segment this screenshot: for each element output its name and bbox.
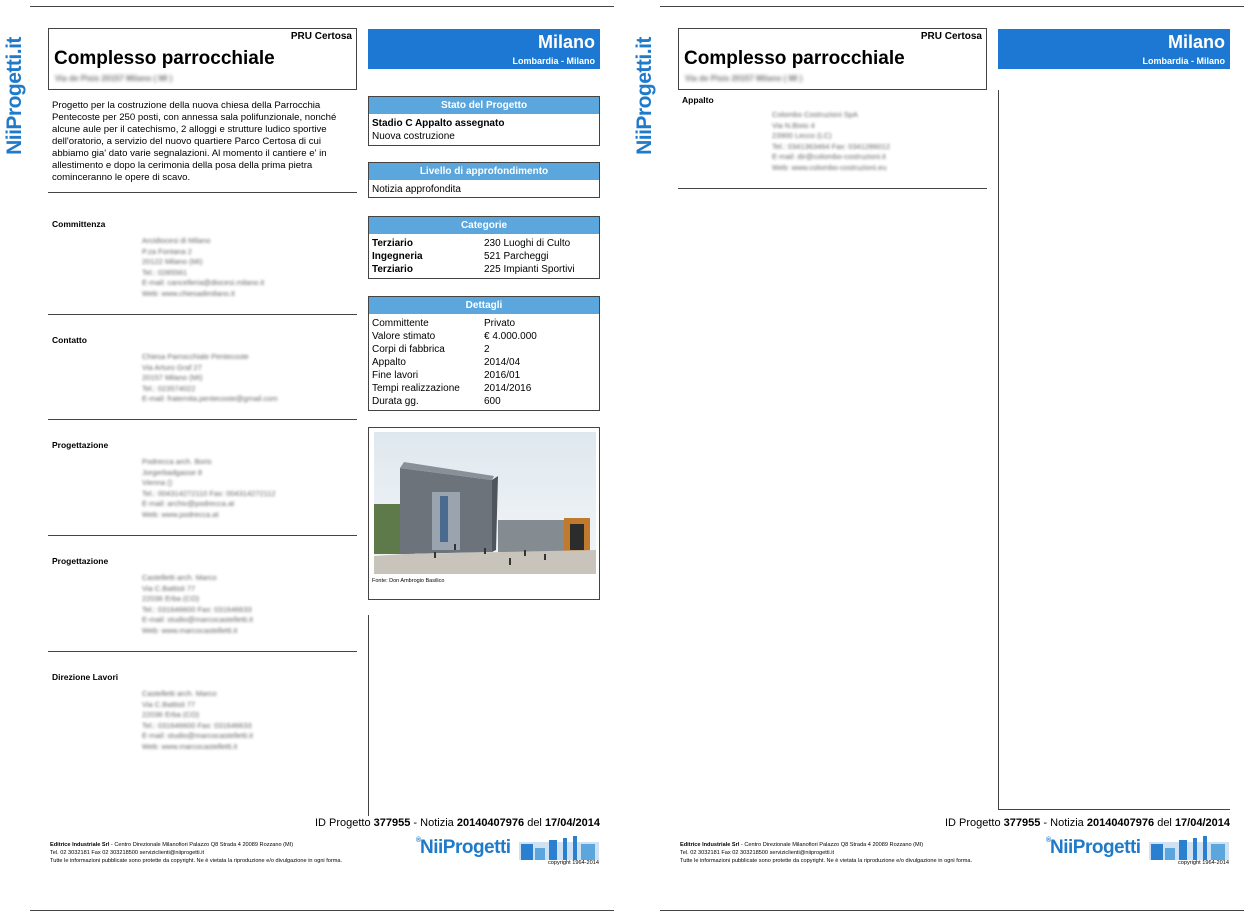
divider — [48, 535, 357, 536]
contact-heading: Committenza — [52, 219, 106, 229]
detail-value: 2016/01 — [484, 370, 521, 381]
project-title: Complesso parrocchiale — [54, 48, 275, 69]
skyline-icon — [1149, 836, 1229, 860]
vertical-logo: NiiProgetti.it — [633, 37, 656, 155]
contact-heading: Contatto — [52, 335, 87, 345]
divider — [48, 314, 357, 315]
footer-text: Editrice Industriale Srl - Centro Direzionale Milanofiori Palazzo Q8 Strada 4 20089 Rozzano (MI) Tel. 02 3032181 Fax 02 303218500 serviziclienti@niiprogetti.it Tutte le informazioni pubblicate sono protette da copyright. Ne è vietata la riproduzione e/o divulgazione in ogni forma. — [680, 842, 973, 864]
city-box — [368, 29, 600, 69]
livello-panel — [368, 162, 600, 198]
detail-value: 2014/04 — [484, 357, 521, 368]
city-box — [998, 29, 1230, 69]
city-name: Milano — [538, 32, 595, 52]
category-value: 521 Parcheggi — [484, 251, 549, 262]
vertical-logo: NiiProgetti.it — [3, 37, 26, 155]
detail-value: 2 — [484, 344, 490, 355]
contact-heading: Direzione Lavori — [52, 672, 119, 682]
contact-block: Chiesa Parrocchiale Pentecoste Via Arturo Graf 27 20157 Milano (MI) Tel.: 023574022 E-mail: fraternita.pentecoste@gmail.com — [142, 352, 278, 403]
divider — [48, 192, 357, 193]
project-description: Progetto per la costruzione della nuova chiesa della Parrocchia Pentecoste per 250 posti, con annessa sala polifunzionale, nonché alcune aule per il catechismo, 2 alloggi e strutture ludico sportive dell'oratorio, a servizio del nuovo quartiere Parco Certosa di cui abbiamo gia' dato varie segnalazioni. Al momento il cantiere e' in allestimento e dopo la cerimonia della posa della prima pietra cominceranno le opere di scavo. — [52, 100, 337, 183]
city-name: Milano — [1168, 32, 1225, 52]
region-name: Lombardia - Milano — [1142, 56, 1225, 66]
contact-heading: Progettazione — [52, 440, 109, 450]
category-value: 225 Impianti Sportivi — [484, 264, 575, 275]
detail-label: Valore stimato — [372, 331, 436, 342]
divider — [48, 419, 357, 420]
panel-header: Categorie — [369, 217, 599, 234]
page-right — [630, 0, 1260, 912]
detail-label: Corpi di fabbrica — [372, 344, 445, 355]
panel-header: Dettagli — [369, 297, 599, 314]
livello-value: Notizia approfondita — [372, 184, 461, 195]
pru-label: PRU Certosa — [290, 31, 352, 42]
category-label: Ingegneria — [372, 251, 423, 262]
stato-type: Nuova costruzione — [372, 131, 455, 142]
detail-label: Tempi realizzazione — [372, 383, 460, 394]
image-caption: Fonte: Don Ambrogio Basilico — [372, 578, 445, 584]
stato-stage: Stadio C Appalto assegnato — [372, 118, 505, 129]
appalto-heading: Appalto — [682, 95, 714, 105]
id-line: ID Progetto 377955 - Notizia 20140407976 del 17/04/2014 — [944, 817, 1230, 829]
brand-name: NiiProgetti — [420, 837, 511, 858]
project-address: Via de Pisis 20157 Milano ( MI ) — [685, 74, 803, 83]
appalto-block: Colombo Costruzioni SpA Via N.Bixio 4 23900 Lecco (LC) Tel.: 0341363464 Fax: 0341286012 E-mail: dir@colombo-costruzioni.it Web: www.colombo-costruzioni.eu — [772, 110, 891, 172]
region-name: Lombardia - Milano — [512, 56, 595, 66]
footer-logo: ® NiiProgetti copyright 1964-2014 — [1046, 837, 1229, 866]
title-box — [48, 28, 357, 90]
top-rule — [30, 6, 614, 7]
divider — [48, 651, 357, 652]
id-line: ID Progetto 377955 - Notizia 20140407976 del 17/04/2014 — [314, 817, 600, 829]
contact-block: Castelletti arch. Marco Via C.Battisti 77 22036 Erba (CO) Tel.: 031646600 Fax: 031646633 E-mail: studio@marcocastelletti.it Web: www.marcocastelletti.it — [142, 689, 253, 751]
detail-value: € 4.000.000 — [484, 331, 537, 342]
detail-value: 2014/2016 — [484, 383, 532, 394]
category-label: Terziario — [372, 264, 413, 275]
brand-name: NiiProgetti — [1050, 837, 1141, 858]
contact-block: Arcidiocesi di Milano P.za Fontana 2 20122 Milano (MI) Tel.: 0285561 E-mail: cancelleria@diocesi.milano.it Web: www.chiesadimilano.it — [142, 236, 265, 298]
categorie-panel — [368, 216, 600, 279]
project-rendering-image — [374, 432, 596, 574]
column-divider — [998, 90, 999, 810]
title-box — [678, 28, 987, 90]
panel-header: Livello di approfondimento — [369, 163, 599, 180]
category-label: Terziario — [372, 238, 413, 249]
bottom-rule — [30, 910, 614, 911]
skyline-icon — [519, 836, 599, 860]
detail-label: Durata gg. — [372, 396, 419, 407]
divider — [998, 809, 1230, 810]
top-rule — [660, 6, 1244, 7]
detail-label: Committente — [372, 318, 429, 329]
stato-panel — [368, 96, 600, 146]
footer-logo: ® NiiProgetti copyright 1964-2014 — [416, 837, 599, 866]
dettagli-panel — [368, 296, 600, 411]
detail-label: Fine lavori — [372, 370, 419, 381]
category-value: 230 Luoghi di Culto — [484, 238, 571, 249]
project-image-box — [368, 427, 600, 600]
contact-block: Castelletti arch. Marco Via C.Battisti 77 22036 Erba (CO) Tel.: 031646600 Fax: 031646633 E-mail: studio@marcocastelletti.it Web: www.marcocastelletti.it — [142, 573, 253, 635]
bottom-rule — [660, 910, 1244, 911]
project-title: Complesso parrocchiale — [684, 48, 905, 69]
column-divider — [368, 615, 369, 816]
footer-text: Editrice Industriale Srl - Centro Direzionale Milanofiori Palazzo Q8 Strada 4 20089 Rozzano (MI) Tel. 02 3032181 Fax 02 303218500 serviziclienti@niiprogetti.it Tutte le informazioni pubblicate sono protette da copyright. Ne è vietata la riproduzione e/o divulgazione in ogni forma. — [50, 842, 343, 864]
detail-value: 600 — [484, 396, 501, 407]
project-address: Via de Pisis 20157 Milano ( MI ) — [55, 74, 173, 83]
contact-heading: Progettazione — [52, 556, 109, 566]
contact-block: Podrecca arch. Boris Jorgerbadgasse 8 Vienna () Tel.: 004314272110 Fax: 004314272112 E-mail: archiv@podrecca.at Web: www.podrecca.at — [142, 457, 276, 519]
detail-value: Privato — [484, 318, 516, 329]
detail-label: Appalto — [372, 357, 406, 368]
pru-label: PRU Certosa — [920, 31, 982, 42]
divider — [678, 188, 987, 189]
panel-header: Stato del Progetto — [369, 97, 599, 114]
